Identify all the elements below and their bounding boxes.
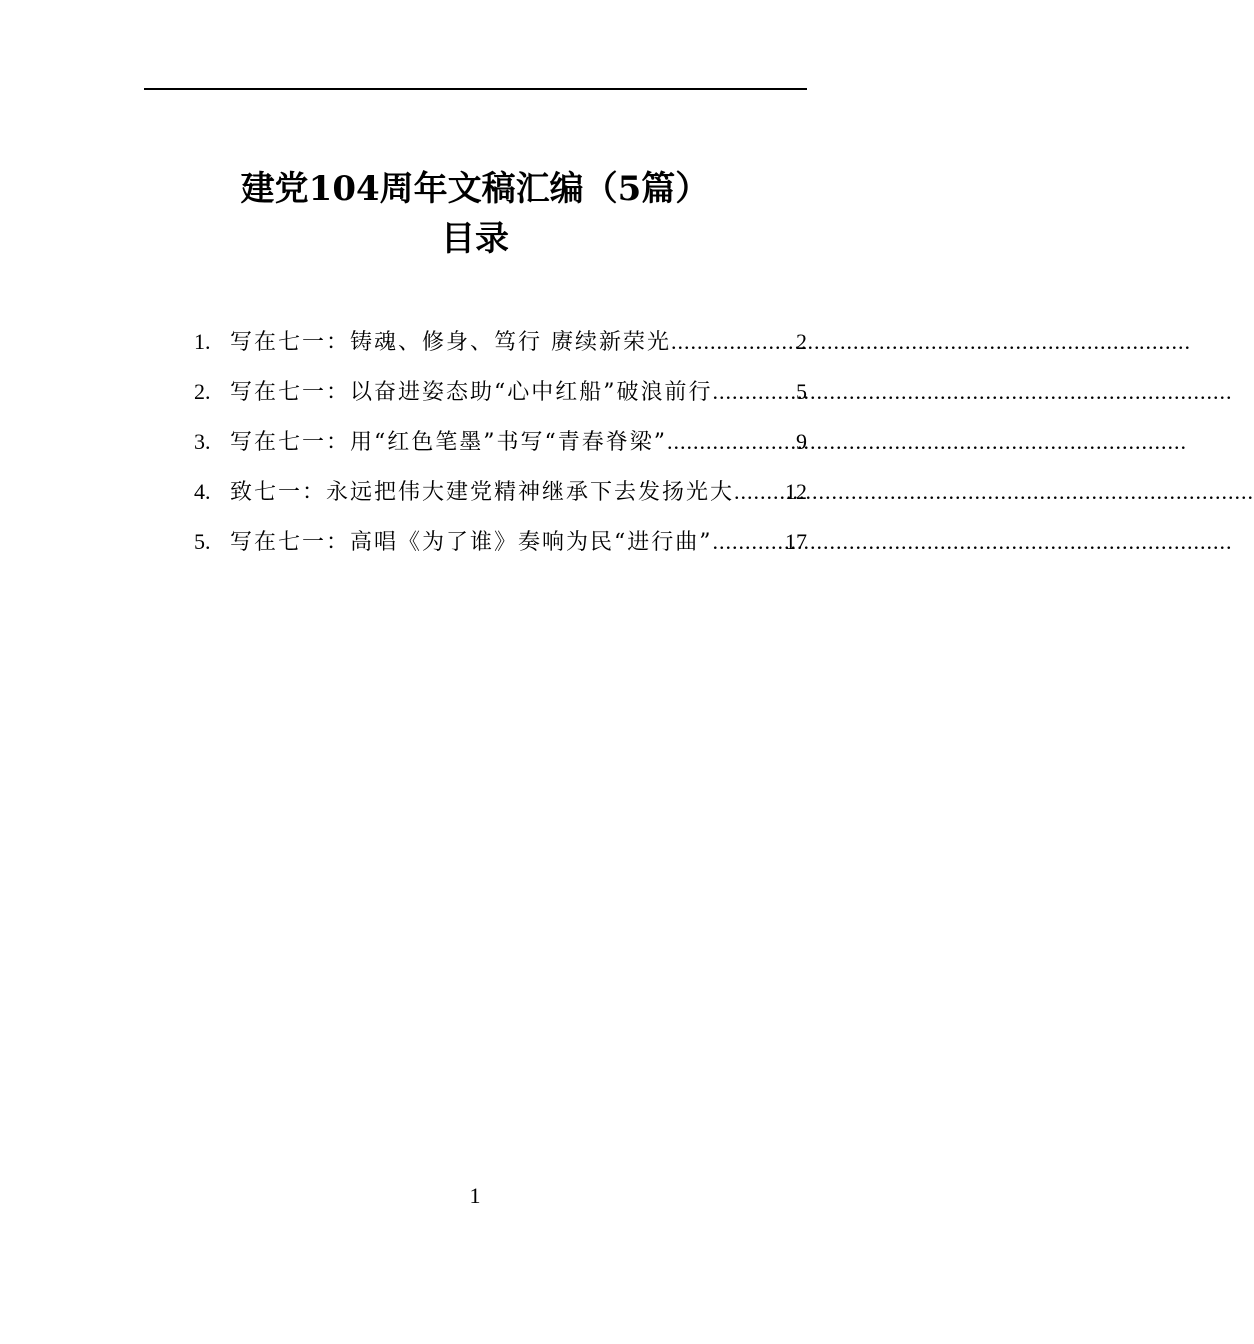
toc-entry-number: 3. xyxy=(194,429,211,454)
page-number: 1 xyxy=(469,1183,481,1208)
toc-entry-title: 写在七一：以奋进姿态助“心中红船”破浪前行 xyxy=(230,380,713,405)
toc-dot-leader xyxy=(671,322,796,362)
toc-entry[interactable] xyxy=(194,422,807,472)
toc-entry-page: 2 xyxy=(796,329,807,354)
toc-entry-title: 致七一：永远把伟大建党精神继承下去发扬光大 xyxy=(230,480,735,505)
document-title: 建党104周年文稿汇编（5篇） xyxy=(240,169,710,209)
toc-entry-title: 写在七一：高唱《为了谁》奏响为民“进行曲” xyxy=(230,530,713,555)
toc-entry-number: 1. xyxy=(194,329,211,354)
toc-entry[interactable] xyxy=(194,472,807,522)
toc-entry[interactable] xyxy=(194,522,807,572)
toc-entry-number: 2. xyxy=(194,379,211,404)
toc-entry-page: 12 xyxy=(785,479,807,504)
table-of-contents xyxy=(194,322,807,572)
toc-heading: 目录 xyxy=(441,219,509,259)
toc-entry[interactable] xyxy=(194,372,807,422)
toc-entry-page: 5 xyxy=(796,379,807,404)
toc-entry-number: 4. xyxy=(194,479,211,504)
header-rule xyxy=(144,88,807,90)
toc-entry-page: 17 xyxy=(785,529,807,554)
toc-dot-leader xyxy=(734,472,785,512)
toc-entry-page: 9 xyxy=(796,429,807,454)
toc-entry-title: 写在七一：用“红色笔墨”书写“青春脊梁” xyxy=(230,430,667,455)
toc-dot-leader xyxy=(713,522,786,562)
toc-dot-leader xyxy=(713,372,797,412)
toc-entry-title: 写在七一：铸魂、修身、笃行 赓续新荣光 xyxy=(230,330,671,355)
toc-dot-leader xyxy=(667,422,796,462)
toc-entry[interactable] xyxy=(194,322,807,372)
toc-entry-number: 5. xyxy=(194,529,211,554)
